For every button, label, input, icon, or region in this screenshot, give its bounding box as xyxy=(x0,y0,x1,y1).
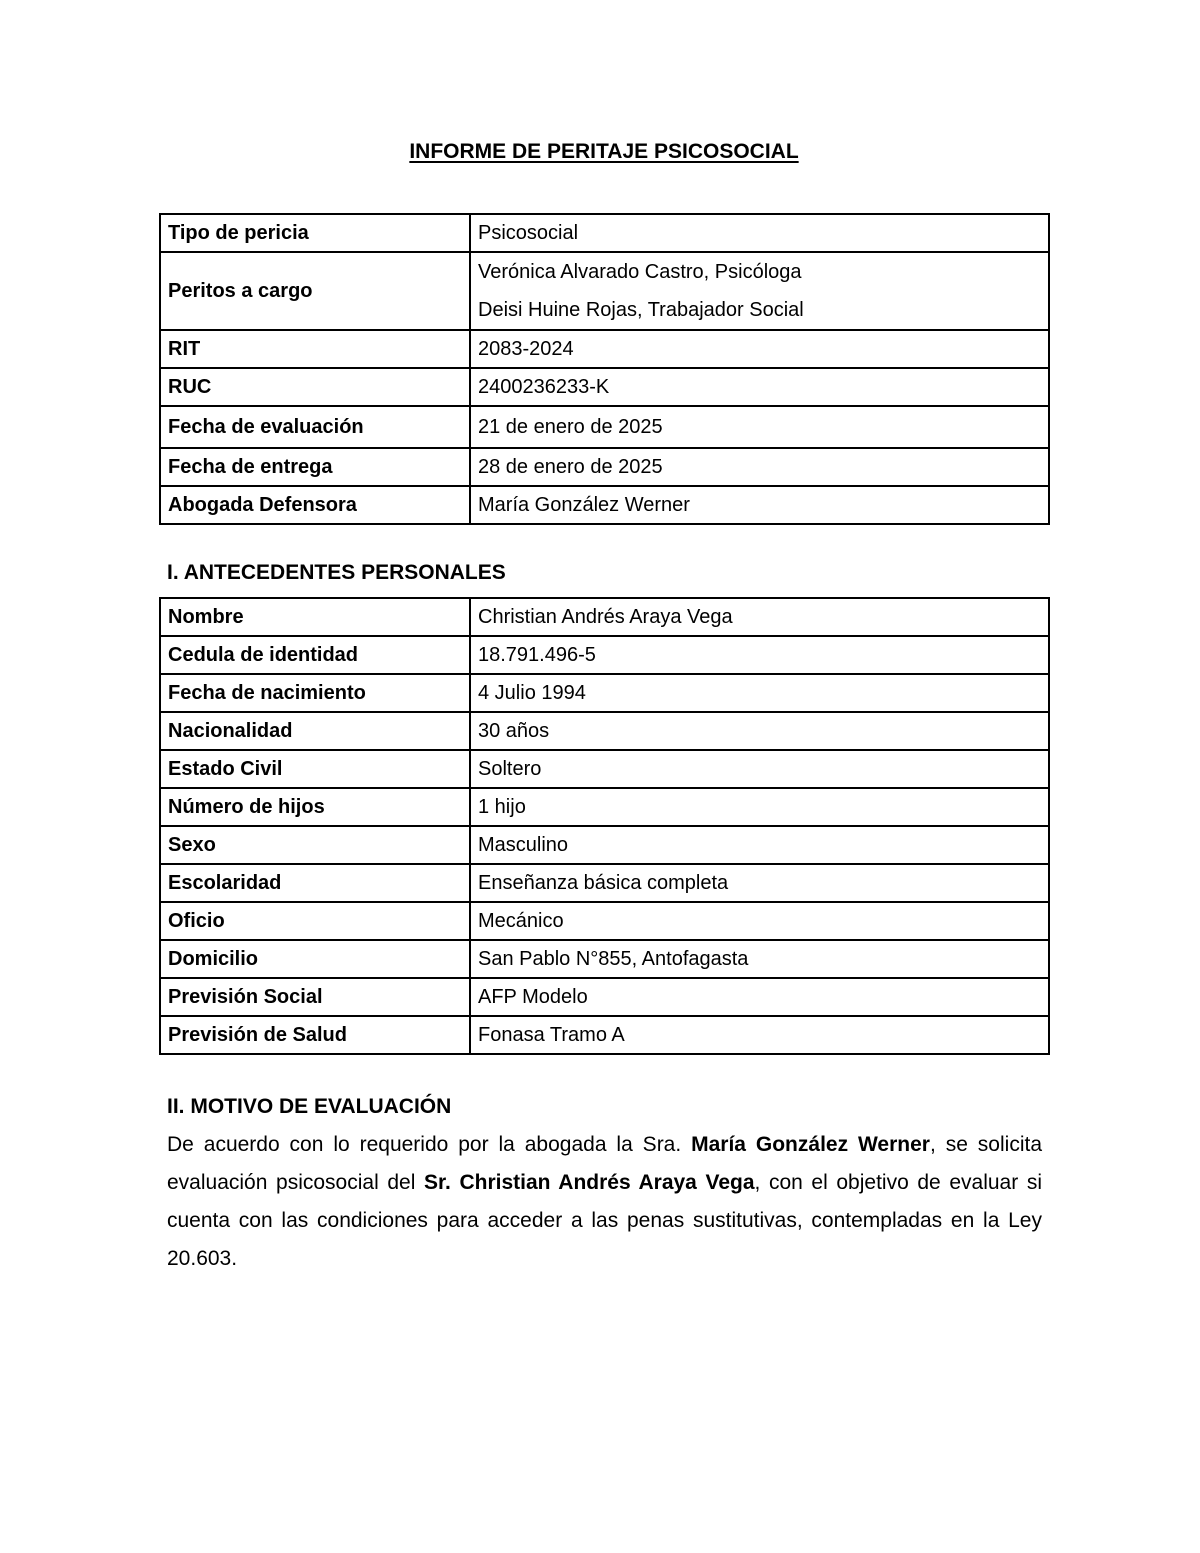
lawyer-name: María González Werner xyxy=(691,1133,930,1156)
row-value: 4 Julio 1994 xyxy=(470,674,1049,712)
table-row xyxy=(160,902,1049,940)
table-row xyxy=(160,598,1049,636)
row-value: Soltero xyxy=(470,750,1049,788)
table-row xyxy=(160,864,1049,902)
table-row xyxy=(160,406,1049,448)
row-label: Domicilio xyxy=(160,940,470,978)
header-info-table xyxy=(159,213,1050,525)
row-label: Fecha de nacimiento xyxy=(160,674,470,712)
table-row xyxy=(160,1016,1049,1054)
row-label: RUC xyxy=(160,368,470,406)
table-row xyxy=(160,214,1049,252)
personal-info-table xyxy=(159,597,1050,1055)
row-value: San Pablo N°855, Antofagasta xyxy=(470,940,1049,978)
row-label: Tipo de pericia xyxy=(160,214,470,252)
table-row xyxy=(160,252,1049,330)
paragraph-text: , con el objetivo de evaluar si cuenta con las condiciones para acceder a las penas sustitutivas, contempladas en la Ley 20.603. xyxy=(167,1171,1042,1270)
row-label: Oficio xyxy=(160,902,470,940)
row-value: 18.791.496-5 xyxy=(470,636,1049,674)
evaluee-name: Sr. Christian Andrés Araya Vega xyxy=(423,1171,755,1194)
table-row xyxy=(160,674,1049,712)
row-value: Mecánico xyxy=(470,902,1049,940)
row-label: Previsión Social xyxy=(160,978,470,1016)
row-label: RIT xyxy=(160,330,470,368)
row-label: Estado Civil xyxy=(160,750,470,788)
table-row xyxy=(160,978,1049,1016)
table-row xyxy=(160,750,1049,788)
expert-line-2: Deisi Huine Rojas, Trabajador Social xyxy=(478,299,804,321)
table-row xyxy=(160,330,1049,368)
section-heading-antecedentes: I. ANTECEDENTES PERSONALES xyxy=(167,561,506,584)
table-row xyxy=(160,940,1049,978)
table-row xyxy=(160,712,1049,750)
row-value: 30 años xyxy=(470,712,1049,750)
motivo-paragraph xyxy=(167,1126,1042,1278)
row-value: 21 de enero de 2025 xyxy=(470,406,1049,448)
row-label: Nombre xyxy=(160,598,470,636)
row-label: Fecha de evaluación xyxy=(160,406,470,448)
row-value: 1 hijo xyxy=(470,788,1049,826)
row-value: 2400236233-K xyxy=(470,368,1049,406)
paragraph-text: , se solicita evaluación psicosocial del xyxy=(167,1133,1042,1194)
row-value: AFP Modelo xyxy=(470,978,1049,1016)
row-value: Enseñanza básica completa xyxy=(470,864,1049,902)
table-row xyxy=(160,448,1049,486)
row-label: Escolaridad xyxy=(160,864,470,902)
table-row xyxy=(160,486,1049,524)
row-label: Peritos a cargo xyxy=(160,252,470,330)
row-value xyxy=(470,252,1049,330)
row-value: Fonasa Tramo A xyxy=(470,1016,1049,1054)
page-title: INFORME DE PERITAJE PSICOSOCIAL xyxy=(409,140,799,163)
expert-line-1: Verónica Alvarado Castro, Psicóloga xyxy=(478,261,802,283)
table-row xyxy=(160,636,1049,674)
row-value: Christian Andrés Araya Vega xyxy=(470,598,1049,636)
row-label: Número de hijos xyxy=(160,788,470,826)
row-value: Psicosocial xyxy=(470,214,1049,252)
row-label: Fecha de entrega xyxy=(160,448,470,486)
paragraph-text: De acuerdo con lo requerido por la abogada la Sra. xyxy=(167,1133,692,1156)
section-heading-motivo: II. MOTIVO DE EVALUACIÓN xyxy=(167,1095,452,1118)
table-row xyxy=(160,788,1049,826)
row-label: Previsión de Salud xyxy=(160,1016,470,1054)
row-value: 28 de enero de 2025 xyxy=(470,448,1049,486)
row-value: Masculino xyxy=(470,826,1049,864)
row-value: María González Werner xyxy=(470,486,1049,524)
row-label: Cedula de identidad xyxy=(160,636,470,674)
row-value: 2083-2024 xyxy=(470,330,1049,368)
table-row xyxy=(160,826,1049,864)
row-label: Abogada Defensora xyxy=(160,486,470,524)
row-label: Nacionalidad xyxy=(160,712,470,750)
row-label: Sexo xyxy=(160,826,470,864)
table-row xyxy=(160,368,1049,406)
